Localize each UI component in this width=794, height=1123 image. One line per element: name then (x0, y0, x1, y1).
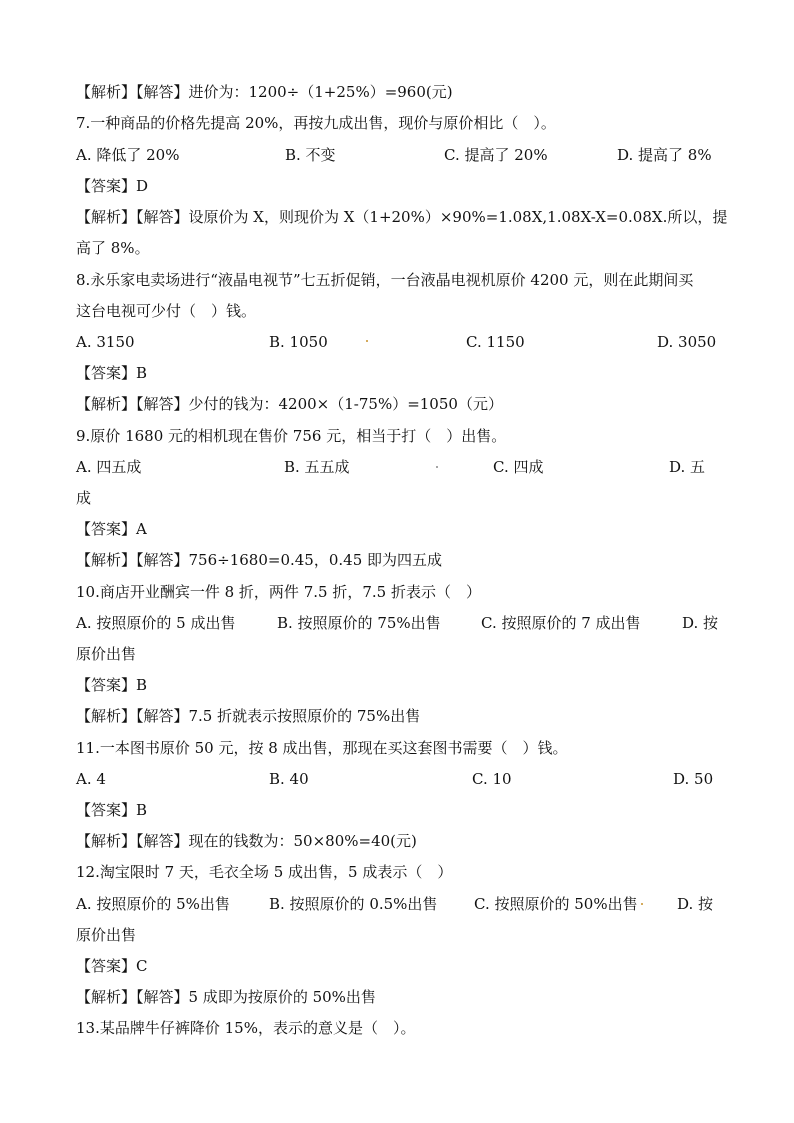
q12-options (76, 894, 726, 914)
q7-analysis-1: 【解析】【解答】设原价为 X，则现价为 X（1+20%）×90%=1.08X,1.08X-X=0.08X.所以，提 (76, 208, 728, 226)
q9-stem: 9.原价 1680 元的相机现在售价 756 元，相当于打（ ）出售。 (76, 427, 507, 445)
prev-analysis-line: 【解析】【解答】进价为：1200÷（1+25%）=960(元) (76, 83, 453, 101)
q10-option-b: B. 按照原价的 75%出售 (277, 614, 441, 632)
q12-analysis: 【解析】【解答】5 成即为按原价的 50%出售 (76, 988, 376, 1006)
q11-analysis: 【解析】【解答】现在的钱数为：50×80%=40(元) (76, 832, 417, 850)
q7-option-a: A. 降低了 20% (76, 146, 180, 164)
q7-options (76, 145, 726, 165)
q8-stem-2: 这台电视可少付（ ）钱。 (76, 302, 257, 320)
q10-option-d-wrap: 原价出售 (76, 645, 137, 663)
q9-option-a: A. 四五成 (76, 458, 142, 476)
q10-options (76, 613, 726, 633)
q9-option-d-wrap: 成 (76, 489, 92, 507)
q9-answer: 【答案】A (76, 520, 147, 538)
q9-option-d: D. 五 (669, 458, 706, 476)
q9-analysis: 【解析】【解答】756÷1680=0.45，0.45 即为四五成 (76, 551, 443, 569)
q8-option-d: D. 3050 (657, 333, 717, 351)
q8-answer: 【答案】B (76, 364, 148, 382)
q11-option-b: B. 40 (269, 770, 309, 788)
q7-stem: 7.一种商品的价格先提高 20%，再按九成出售，现价与原价相比（ ）。 (76, 114, 556, 132)
q12-option-d: D. 按 (677, 895, 714, 913)
q12-option-a: A. 按照原价的 5%出售 (76, 895, 230, 913)
q7-option-b: B. 不变 (285, 146, 336, 164)
q9-options (76, 457, 726, 477)
q10-stem: 10.商店开业酬宾一件 8 折，两件 7.5 折，7.5 折表示（ ） (76, 583, 481, 601)
q12-option-b: B. 按照原价的 0.5%出售 (269, 895, 438, 913)
scan-speck (436, 466, 438, 468)
q10-analysis: 【解析】【解答】7.5 折就表示按照原价的 75%出售 (76, 707, 421, 725)
q11-option-c: C. 10 (472, 770, 512, 788)
q9-option-b: B. 五五成 (284, 458, 350, 476)
q10-option-a: A. 按照原价的 5 成出售 (76, 614, 236, 632)
q11-options (76, 769, 726, 789)
q12-answer: 【答案】C (76, 957, 148, 975)
q11-stem: 11.一本图书原价 50 元，按 8 成出售，那现在买这套图书需要（ ）钱。 (76, 739, 568, 757)
q13-stem: 13.某品牌牛仔裤降价 15%，表示的意义是（ ）。 (76, 1019, 416, 1037)
scan-speck (641, 903, 643, 905)
q8-options (76, 332, 726, 352)
q9-option-c: C. 四成 (493, 458, 544, 476)
q7-analysis-2: 高了 8%。 (76, 239, 150, 257)
q11-option-d: D. 50 (673, 770, 714, 788)
q12-stem: 12.淘宝限时 7 天，毛衣全场 5 成出售，5 成表示（ ） (76, 863, 453, 881)
q10-option-c: C. 按照原价的 7 成出售 (481, 614, 641, 632)
q12-option-d-wrap: 原价出售 (76, 926, 137, 944)
q8-stem-1: 8.永乐家电卖场进行“液晶电视节”七五折促销，一台液晶电视机原价 4200 元，则在此期间买 (76, 271, 694, 289)
q11-answer: 【答案】B (76, 801, 148, 819)
q12-option-c: C. 按照原价的 50%出售 (474, 895, 638, 913)
q7-option-c: C. 提高了 20% (444, 146, 548, 164)
q8-analysis: 【解析】【解答】少付的钱为：4200×（1-75%）=1050（元） (76, 395, 503, 413)
q7-option-d: D. 提高了 8% (617, 146, 712, 164)
q8-option-c: C. 1150 (466, 333, 525, 351)
q10-answer: 【答案】B (76, 676, 148, 694)
q10-option-d: D. 按 (682, 614, 719, 632)
scan-speck (366, 340, 368, 342)
q8-option-b: B. 1050 (269, 333, 328, 351)
q7-answer: 【答案】D (76, 177, 149, 195)
q8-option-a: A. 3150 (76, 333, 135, 351)
q11-option-a: A. 4 (76, 770, 106, 788)
